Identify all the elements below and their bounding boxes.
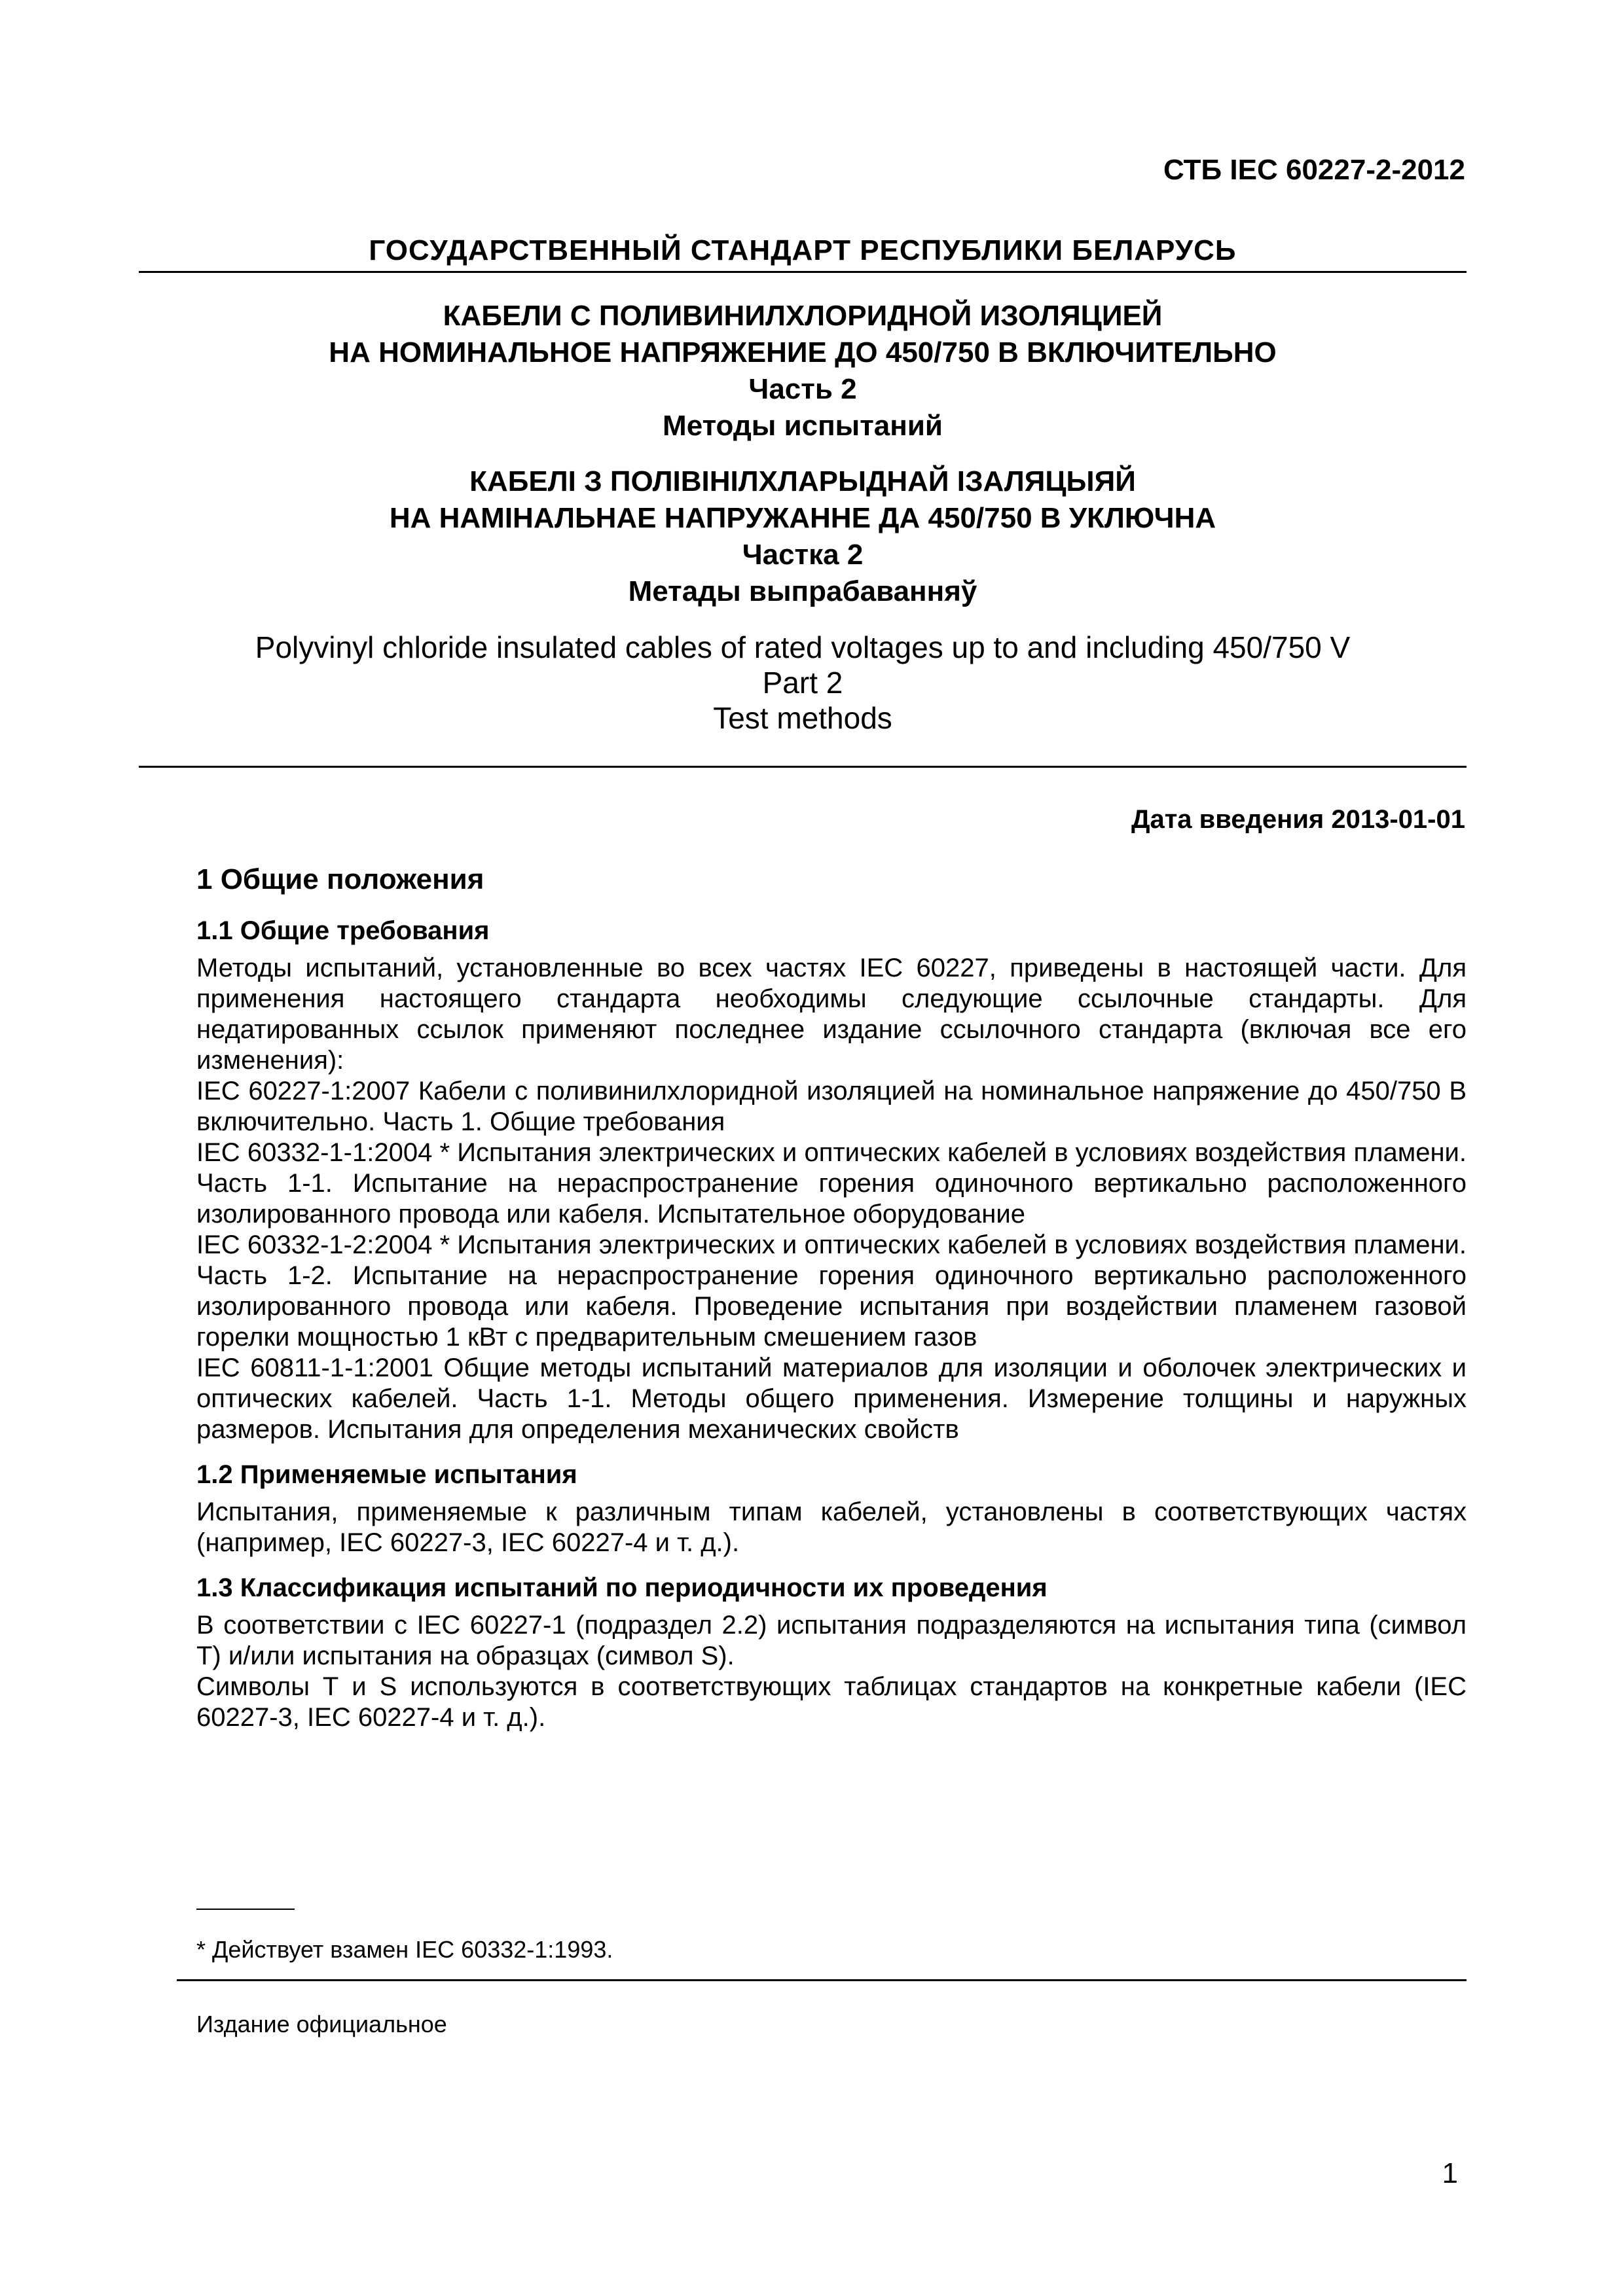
title-ru-line2: НА НОМИНАЛЬНОЕ НАПРЯЖЕНИЕ ДО 450/750 В ВКЛЮЧИТЕЛЬНО [329,336,1277,368]
section-1-1-heading: 1.1 Общие требования [196,916,490,945]
footnote-rule [196,1909,295,1910]
title-ru-part: Часть 2 [748,373,857,405]
title-russian [139,298,1467,444]
header-rule [139,271,1467,273]
reference-item: IEC 60332-1-1:2004 * Испытания электрических и оптических кабелей в условиях воздействия пламени. Часть 1-1. Испытание на нераспространение горения одиночного вертикально расположенного изолированного провода или кабеля. Испытательное оборудование [196,1138,1467,1229]
footnote: * Действует взамен IEC 60332-1:1993. [196,1936,613,1963]
state-standard-heading: ГОСУДАРСТВЕННЫЙ СТАНДАРТ РЕСПУБЛИКИ БЕЛАРУСЬ [369,234,1237,266]
title-en-subtitle: Test methods [713,701,892,735]
title-ru-line1: КАБЕЛИ С ПОЛИВИНИЛХЛОРИДНОЙ ИЗОЛЯЦИЕЙ [443,300,1163,332]
title-en-part: Part 2 [762,666,843,700]
title-en-line1: Polyvinyl chloride insulated cables of rated voltages up to and including 450/750 V [255,630,1351,664]
section-1-3-heading: 1.3 Классификация испытаний по периодичности их проведения [196,1573,1048,1602]
footer-rule [177,1979,1467,1981]
page-number: 1 [1442,2157,1458,2189]
section-1-heading: 1 Общие положения [196,863,484,895]
reference-item: IEC 60227-1:2007 Кабели с поливинилхлоридной изоляцией на номинальное напряжение до 450/750 В включительно. Часть 1. Общие требования [196,1077,1467,1136]
reference-item: IEC 60332-1-2:2004 * Испытания электрических и оптических кабелей в условиях воздействия пламени. Часть 1-2. Испытание на нераспространение горения одиночного вертикально расположенного изолированного провода или кабеля. Проведение испытания при воздействии пламенем газовой горелки мощностью 1 кВт с предварительным смешением газов [196,1230,1467,1352]
paragraph: Символы Т и S используются в соответствующих таблицах стандартов на конкретные кабели (IEC 60227-3, IEC 60227-4 и т. д.). [196,1672,1467,1732]
paragraph: Методы испытаний, установленные во всех частях IEC 60227, приведены в настоящей части. Для применения настоящего стандарта необходимы следующие ссылочные стандарты. Для недатированных ссылок применяют последнее издание ссылочного стандарта (включая все его изменения): [196,954,1467,1075]
document-body [196,864,1467,1733]
document-code: СТБ IEC 60227-2-2012 [1163,154,1465,186]
edition-note: Издание официальное [196,2011,447,2037]
reference-item: IEC 60811-1-1:2001 Общие методы испытаний материалов для изоляции и оболочек электрических и оптических кабелей. Часть 1-1. Методы общего применения. Измерение толщины и наружных размеров. Испытания для определения механических свойств [196,1354,1467,1444]
title-by-line1: КАБЕЛІ З ПОЛІВІНІЛХЛАРЫДНАЙ ІЗАЛЯЦЫЯЙ [469,465,1136,497]
title-belarusian [139,463,1467,610]
title-by-part: Частка 2 [742,539,864,571]
title-english [139,630,1467,736]
section-1-2-heading: 1.2 Применяемые испытания [196,1460,577,1489]
title-ru-subtitle: Методы испытаний [663,410,943,442]
title-rule [139,766,1467,768]
paragraph: В соответствии с IEC 60227-1 (подраздел 2.2) испытания подразделяются на испытания типа (символ Т) и/или испытания на образцах (символ S). [196,1611,1467,1670]
title-by-line2: НА НАМІНАЛЬНАЕ НАПРУЖАННЕ ДА 450/750 В УКЛЮЧНА [389,502,1216,534]
title-by-subtitle: Метады выпрабаванняў [628,575,977,607]
paragraph: Испытания, применяемые к различным типам кабелей, установлены в соответствующих частях (например, IEC 60227-3, IEC 60227-4 и т. д.). [196,1498,1467,1557]
intro-date: Дата введения 2013-01-01 [1131,805,1465,834]
